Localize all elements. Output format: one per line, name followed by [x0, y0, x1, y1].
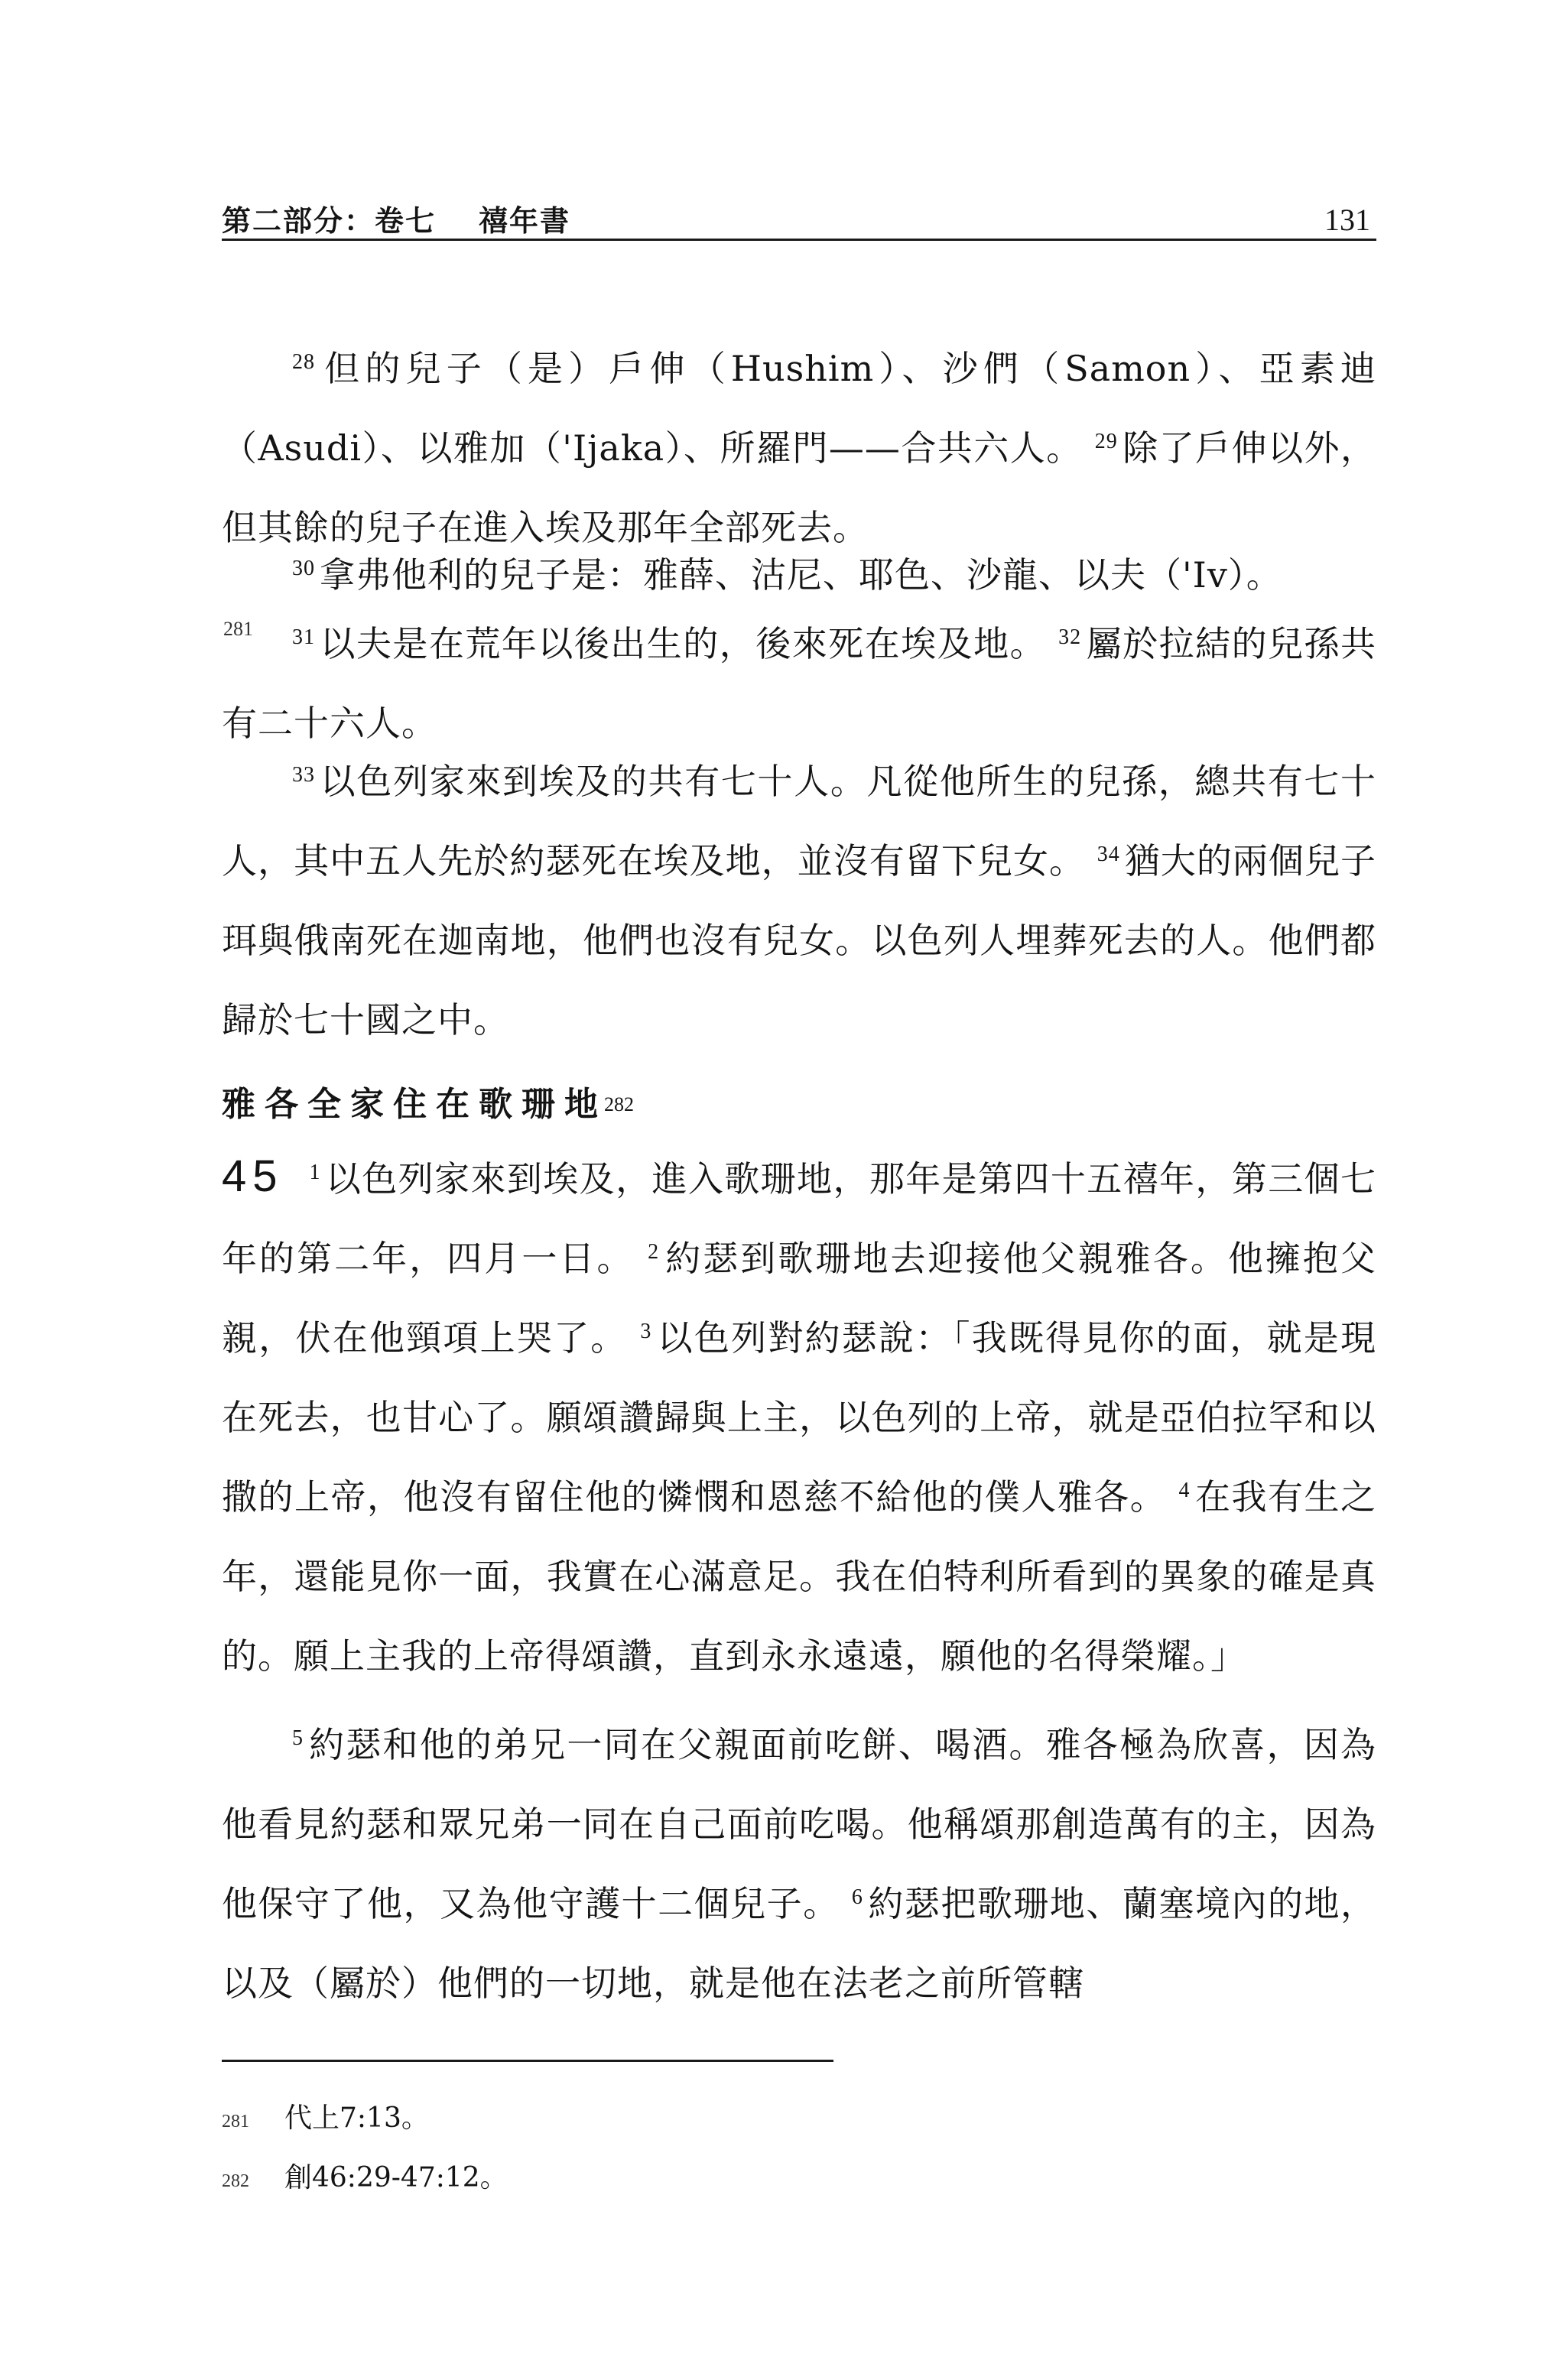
footnote-text: 代上7:13。	[284, 2102, 429, 2134]
footnote-mark: 281	[222, 2112, 249, 2132]
verse-text: 以色列家來到埃及的共有七十人。凡從他所生的兒孫，總共有七十人，其中五人先於約瑟死在埃及地，並沒有留下兒女。	[222, 761, 1376, 882]
verse-number: 1	[309, 1161, 321, 1184]
section-title: 雅各全家住在歌珊地	[222, 1085, 607, 1124]
paragraph-ch44-30	[222, 535, 1376, 615]
verse-text: 拿弗他利的兒子是：雅薛、沽尼、耶色、沙龍、以夫（'Iv）。	[320, 554, 1282, 596]
verse-text: 約瑟和他的弟兄一同在父親面前吃餅、喝酒。雅各極為欣喜，因為他看見約瑟和眾兄弟一同在自己面前吃喝。他稱頌那創造萬有的主，因為他保守了他，又為他守護十二個兒子。	[222, 1724, 1376, 1924]
verse-text: 在我有生之年，還能見你一面，我實在心滿意足。我在伯特利所看到的異象的確是真的。願上主我的上帝得頌讚，直到永永遠遠，願他的名得榮耀。」	[222, 1476, 1377, 1677]
page-number: 131	[1324, 203, 1370, 237]
verse-number: 4	[1178, 1479, 1191, 1502]
paragraph-ch45-5	[222, 1705, 1376, 2023]
running-head-book: 禧年書	[479, 204, 571, 238]
verse-text: 以色列家來到埃及，進入歌珊地，那年是第四十五禧年，第三個七年的第二年，四月一日。	[222, 1158, 1376, 1279]
footnote-mark: 282	[222, 2171, 249, 2191]
verse-text: 除了戶伸以外，但其餘的兒子在進入埃及那年全部死去。	[222, 427, 1377, 548]
verse-number: 30	[292, 557, 315, 580]
paragraph-ch45-1	[222, 1139, 1376, 1696]
verse-text: 約瑟到歌珊地去迎接他父親雅各。他擁抱父親，伏在他頸項上哭了。	[222, 1238, 1377, 1359]
footnote-item	[222, 2156, 508, 2195]
verse-text: 以色列對約瑟說：「我既得見你的面，就是現在死去，也甘心了。願頌讚歸與上主，以色列的上帝，就是亞伯拉罕和以撒的上帝，他沒有留住他的憐憫和恩慈不給他的僕人雅各。	[222, 1317, 1377, 1518]
section-footnote-ref: 282	[604, 1093, 634, 1115]
verse-number: 33	[292, 763, 315, 787]
header-rule	[222, 239, 1376, 241]
verse-number: 32	[1058, 625, 1082, 649]
verse-number: 2	[648, 1240, 660, 1264]
verse-text: 但的兒子（是）戶伸（Hushim）、沙們（Samon）、亞素迪（Asudi）、以雅加（'Ijaka）、所羅門——合共六人。	[222, 348, 1376, 469]
verse-text: 猶大的兩個兒子珥與俄南死在迦南地，他們也沒有兒女。以色列人埋葬死去的人。他們都歸於七十國之中。	[222, 840, 1377, 1041]
section-heading	[222, 1076, 634, 1125]
verse-number: 34	[1097, 843, 1120, 866]
footnote-item	[222, 2096, 429, 2135]
footnote-rule	[222, 2060, 833, 2062]
verse-number: 3	[640, 1320, 652, 1343]
running-head-section: 第二部分：卷七	[222, 204, 437, 238]
verse-text: 屬於拉結的兒孫共有二十六人。	[222, 623, 1377, 744]
verse-number: 6	[851, 1885, 863, 1909]
verse-number: 28	[292, 350, 315, 374]
page-header	[222, 183, 1376, 245]
paragraph-ch44-28	[222, 329, 1376, 567]
chapter-number: 45	[222, 1151, 284, 1201]
verse-text: 約瑟把歌珊地、蘭塞境內的地，以及（屬於）他們的一切地，就是他在法老之前所管轄	[222, 1883, 1377, 2004]
verse-text: 以夫是在荒年以後出生的，後來死在埃及地。	[320, 623, 1047, 664]
paragraph-ch44-33	[222, 742, 1376, 1060]
footnote-marker: 281	[223, 618, 253, 640]
verse-number: 29	[1094, 430, 1118, 453]
paragraph-ch44-31	[222, 604, 1376, 763]
footnote-text: 創46:29-47:12。	[284, 2162, 508, 2193]
running-head	[222, 197, 570, 239]
verse-number: 31	[292, 625, 315, 649]
verse-number: 5	[292, 1726, 304, 1750]
